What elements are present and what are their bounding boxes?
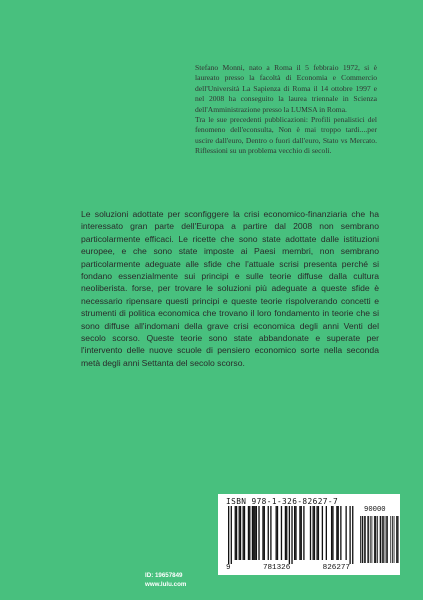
ean-left-group: 781326 xyxy=(262,564,291,572)
barcode-bar xyxy=(336,506,337,560)
barcode-bar xyxy=(387,516,388,563)
barcode-bar xyxy=(294,506,295,560)
barcode-bar xyxy=(312,506,313,560)
isbn-barcode-box xyxy=(218,494,400,575)
barcode-bar xyxy=(243,506,244,560)
author-bio-publications: Tra le sue precedenti pubblicazioni: Profili penalistici del fenomeno dell'econsulta, Non è mai troppo tardi....per uscire dall'euro, Dentro o fuori dall'euro, Stato vs Mercato. Riflessioni su un problema vecchio di secoli. xyxy=(195,115,377,156)
barcode-bar xyxy=(331,506,332,560)
isbn-text: ISBN 978-1-326-82627-7 xyxy=(226,497,339,506)
barcode-bar xyxy=(228,506,229,564)
barcode-bar xyxy=(394,516,395,563)
barcode-bar xyxy=(262,506,263,560)
barcode-bar xyxy=(299,506,300,560)
price-code: 90000 xyxy=(364,506,386,514)
ean-digits xyxy=(226,564,350,572)
barcode-bar xyxy=(244,506,245,560)
barcode-bar xyxy=(349,506,350,564)
barcode-bar xyxy=(258,506,259,560)
barcode-bar xyxy=(368,516,369,563)
barcode-bar xyxy=(390,516,391,563)
barcode-bar xyxy=(386,516,387,563)
barcode-bar xyxy=(281,506,282,560)
barcode-bar xyxy=(322,506,323,560)
barcode-bar xyxy=(270,506,271,560)
barcode-bar xyxy=(277,506,278,560)
barcode-bar xyxy=(398,516,399,563)
barcode-bar xyxy=(377,516,378,563)
barcode-bar xyxy=(381,516,382,563)
barcode-bar xyxy=(316,506,317,560)
barcode-bar xyxy=(240,506,241,560)
barcode-bar xyxy=(392,516,393,563)
barcode-bar xyxy=(385,516,386,563)
publisher-id: ID: 19657849 xyxy=(145,572,183,579)
author-bio-paragraph: Stefano Monni, nato a Roma il 5 febbraio 1972, si è laureato presso la facoltà di Economia e Commercio dell'Università La Sapienza di Roma il 14 ottobre 1997 e nel 2008 ha conseguito la laurea triennale in Scienza dell'Amministrazione presso la LUMSA in Roma. xyxy=(195,63,377,114)
barcode-bar xyxy=(285,506,286,560)
barcode-bar xyxy=(365,516,366,563)
barcode-bar xyxy=(239,506,240,560)
barcode-bar xyxy=(286,506,287,560)
barcode-bar xyxy=(380,516,381,563)
barcode-bar xyxy=(332,506,333,560)
barcode-bar xyxy=(396,516,397,563)
barcode-bar xyxy=(338,506,339,560)
book-blurb: Le soluzioni adottate per sconfiggere la crisi economico-finanziaria che ha interessato gran parte dell'Europa a partire dal 2008 non sembrano particolarmente efficaci. Le ricette che sono state adottate dalle istituzioni europee, e che sono state imposte ai Paesi membri, non sembrano particolarmente adeguate alle sfide che l'attuale scrisi presenta perché si fondano essenzialmente sui principi e sulle teorie diffuse dalla cultura neoliberista. forse, per trovare le soluzioni più adeguate a queste sfide è necessario ripensare questi principi e queste teorie rispolverando concetti e strumenti di politica economica che trovano il loro fondamento in teorie che si sono diffuse all'indomani della grave crisi economica degli anni Venti del secolo scorso. Queste teorie sono state abbandonate e superate per l'intervento delle nuove scuole di pensiero economico sorte nella seconda metà degli anni Settanta del secolo scorso. xyxy=(81,209,379,368)
barcode-bar xyxy=(249,506,250,560)
barcode-bar xyxy=(326,506,327,560)
author-bio xyxy=(195,63,377,157)
barcode-bar xyxy=(268,506,269,560)
barcode-bar xyxy=(345,506,346,560)
barcode-bar xyxy=(367,516,368,563)
barcode-bar xyxy=(289,506,290,564)
barcode-bar xyxy=(235,506,236,560)
barcode-bar xyxy=(360,516,361,563)
barcode-bar xyxy=(254,506,255,560)
barcode-bar xyxy=(252,506,253,560)
barcode-bar xyxy=(231,506,232,564)
ean-first-digit: 9 xyxy=(226,564,231,572)
barcode-bar xyxy=(340,506,341,560)
publisher-url: www.lulu.com xyxy=(145,581,187,588)
barcode-bar xyxy=(352,506,353,564)
barcode-bar xyxy=(383,516,384,563)
barcode-bar xyxy=(248,506,249,560)
publisher-info xyxy=(145,571,186,589)
barcode-bar xyxy=(264,506,265,560)
barcode-bar xyxy=(371,516,372,563)
barcode-bar xyxy=(374,516,375,563)
barcode-bar xyxy=(318,506,319,560)
barcode-bar xyxy=(370,516,371,563)
barcode-bar xyxy=(382,516,383,563)
barcode-bar xyxy=(362,516,363,563)
barcode-bar xyxy=(295,506,296,560)
barcode-bar xyxy=(253,506,254,560)
barcode-bar xyxy=(303,506,304,560)
barcode-bar xyxy=(397,516,398,563)
ean-right-group: 826277 xyxy=(322,564,350,572)
barcode-bar xyxy=(276,506,277,560)
barcode-bar xyxy=(310,506,311,560)
barcode-bar xyxy=(375,516,376,563)
barcode-bar xyxy=(314,506,315,560)
barcode-bar xyxy=(291,506,292,564)
barcode-bar xyxy=(301,506,302,560)
barcode-bar xyxy=(376,516,377,563)
barcode-bar xyxy=(256,506,257,560)
barcode-bar xyxy=(236,506,237,560)
barcode-bar xyxy=(364,516,365,563)
barcode-bar xyxy=(362,516,363,563)
